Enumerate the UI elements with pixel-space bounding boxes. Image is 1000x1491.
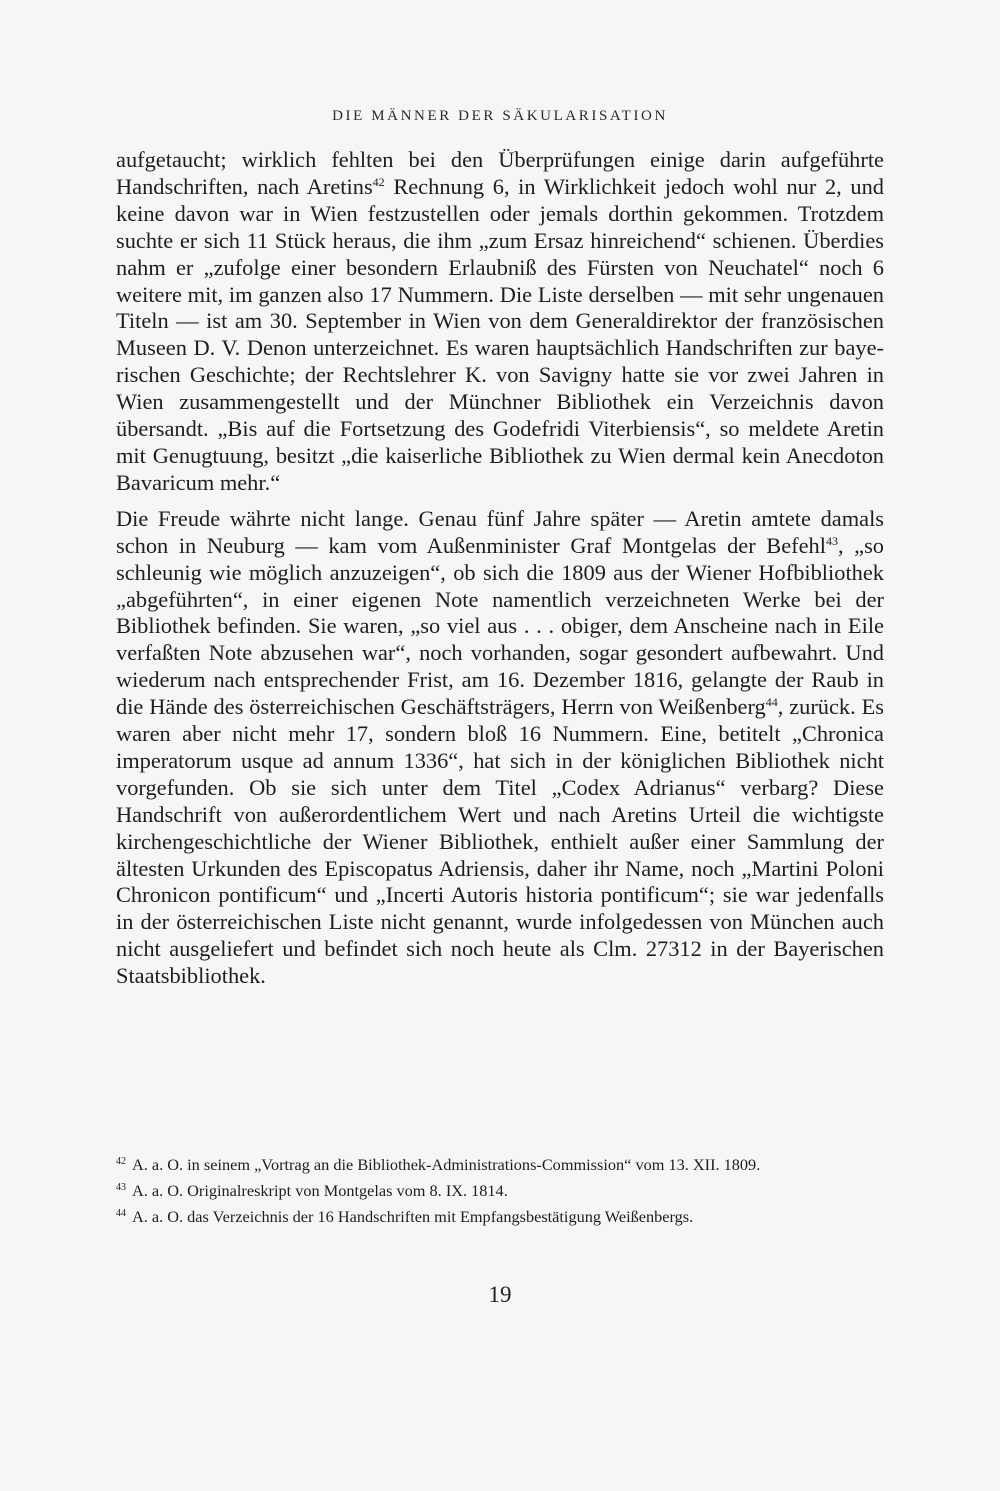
footnote-number: 43 <box>116 1182 126 1193</box>
text-run: Die Freude währte nicht lange. Genau fünf Jahre später — Aretin amtete damals schon in Neuburg — kam vom Außenminister Graf Montgelas der Befehl <box>116 505 884 558</box>
text-run: aufgetaucht; wirklich fehlten bei den Überprüfungen einige darin aufgeführte Handschriften, nach Aretins <box>116 147 884 199</box>
footnote-ref-43: 43 <box>825 533 838 548</box>
footnote-number: 44 <box>116 1208 126 1219</box>
footnote <box>116 1180 884 1201</box>
footnote-text: A. a. O. Originalreskript von Montgelas vom 8. IX. 1814. <box>132 1181 508 1200</box>
footnotes <box>116 1154 884 1227</box>
page-number: 19 <box>488 1282 512 1307</box>
text-run: Rechnung 6, in Wirklichkeit jedoch wohl nur 2, und keine davon war in Wien festzustellen oder jemals dorthin gekommen. Trotzdem suchte er sich 11 Stück heraus, die ihm „zum Ersaz hinreichend“ schienen. Überdies nahm er „zufolge einer besondern Erlaubniß des Fürsten von Neuchatel“ noch 6 weitere mit, im ganzen also 17 Nummern. Die Liste derselben — mit sehr ungenauen Titeln — ist am 30. September in Wien von dem Generaldirektor der französischen Museen D. V. Denon unterzeichnet. Es waren hauptsächlich Handschriften zur bayerischen Geschichte; der Rechtslehrer K. von Savigny hatte sie vor zwei Jahren in Wien zusammengestellt und der Münchner Bibliothek ein Verzeichnis davon übersandt. „Bis auf die Fortsetzung des Godefridi Viterbiensis“, so meldete Aretin mit Genugtuung, besitzt „die kaiserliche Bibliothek zu Wien dermal kein Anecdoton Bavaricum mehr.“ <box>116 173 885 495</box>
paragraph <box>116 147 884 497</box>
running-head: DIE MÄNNER DER SÄKULARISATION <box>332 108 668 124</box>
footnote-text: A. a. O. in seinem „Vortrag an die Bibliothek-Administrations-Commission“ vom 13. XII. 1809. <box>132 1155 761 1174</box>
footnote-ref-42: 42 <box>372 174 385 189</box>
footnote <box>116 1154 884 1175</box>
text-run: , „so schleunig wie möglich anzuzeigen“, ob sich die 1809 aus der Wiener Hofbibliothek „abgeführten“, in einer eigenen Note namentlich verzeichneten Werke bei der Bibliothek befinden. Sie waren, „so viel aus . . . obiger, dem Anscheine nach in Eile verfaßten Note abzusehen war“, noch vorhanden, sogar gesondert aufbewahrt. Und wiederum nach entsprechender Frist, am 16. Dezember 1816, gelangte der Raub in die Hände des österreichischen Geschäftsträgers, Herrn von Weißenberg <box>116 532 884 720</box>
footnote-text: A. a. O. das Verzeichnis der 16 Handschriften mit Empfangsbestätigung Weißenbergs. <box>132 1207 694 1226</box>
footnote-ref-44: 44 <box>765 695 778 710</box>
footnote <box>116 1206 884 1227</box>
body-text <box>116 147 884 990</box>
paragraph <box>116 506 884 990</box>
footnote-number: 42 <box>116 1156 126 1167</box>
text-run: , zurück. Es waren aber nicht mehr 17, sondern bloß 16 Nummern. Eine, betitelt „Chronica imperatorum usque ad annum 1336“, hat sich in der königlichen Bibliothek nicht vorgefunden. Ob sie sich unter dem Titel „Codex Adrianus“ verbarg? Diese Handschrift von außerordentlichem Wert und nach Aretins Urteil die wichtigste kirchengeschichtliche der Wiener Bibliothek, enthielt außer einer Sammlung der ältesten Urkunden des Episcopatus Adriensis, daher ihr Name, noch „Martini Poloni Chronicon pontificum“ und „Incerti Autoris historia pontificum“; sie war jedenfalls in der österreichischen Liste nicht genannt, wurde infolgedessen von München auch nicht ausgeliefert und befindet sich noch heute als Clm. 27312 in der Bayerischen Staatsbibliothek. <box>116 694 884 989</box>
